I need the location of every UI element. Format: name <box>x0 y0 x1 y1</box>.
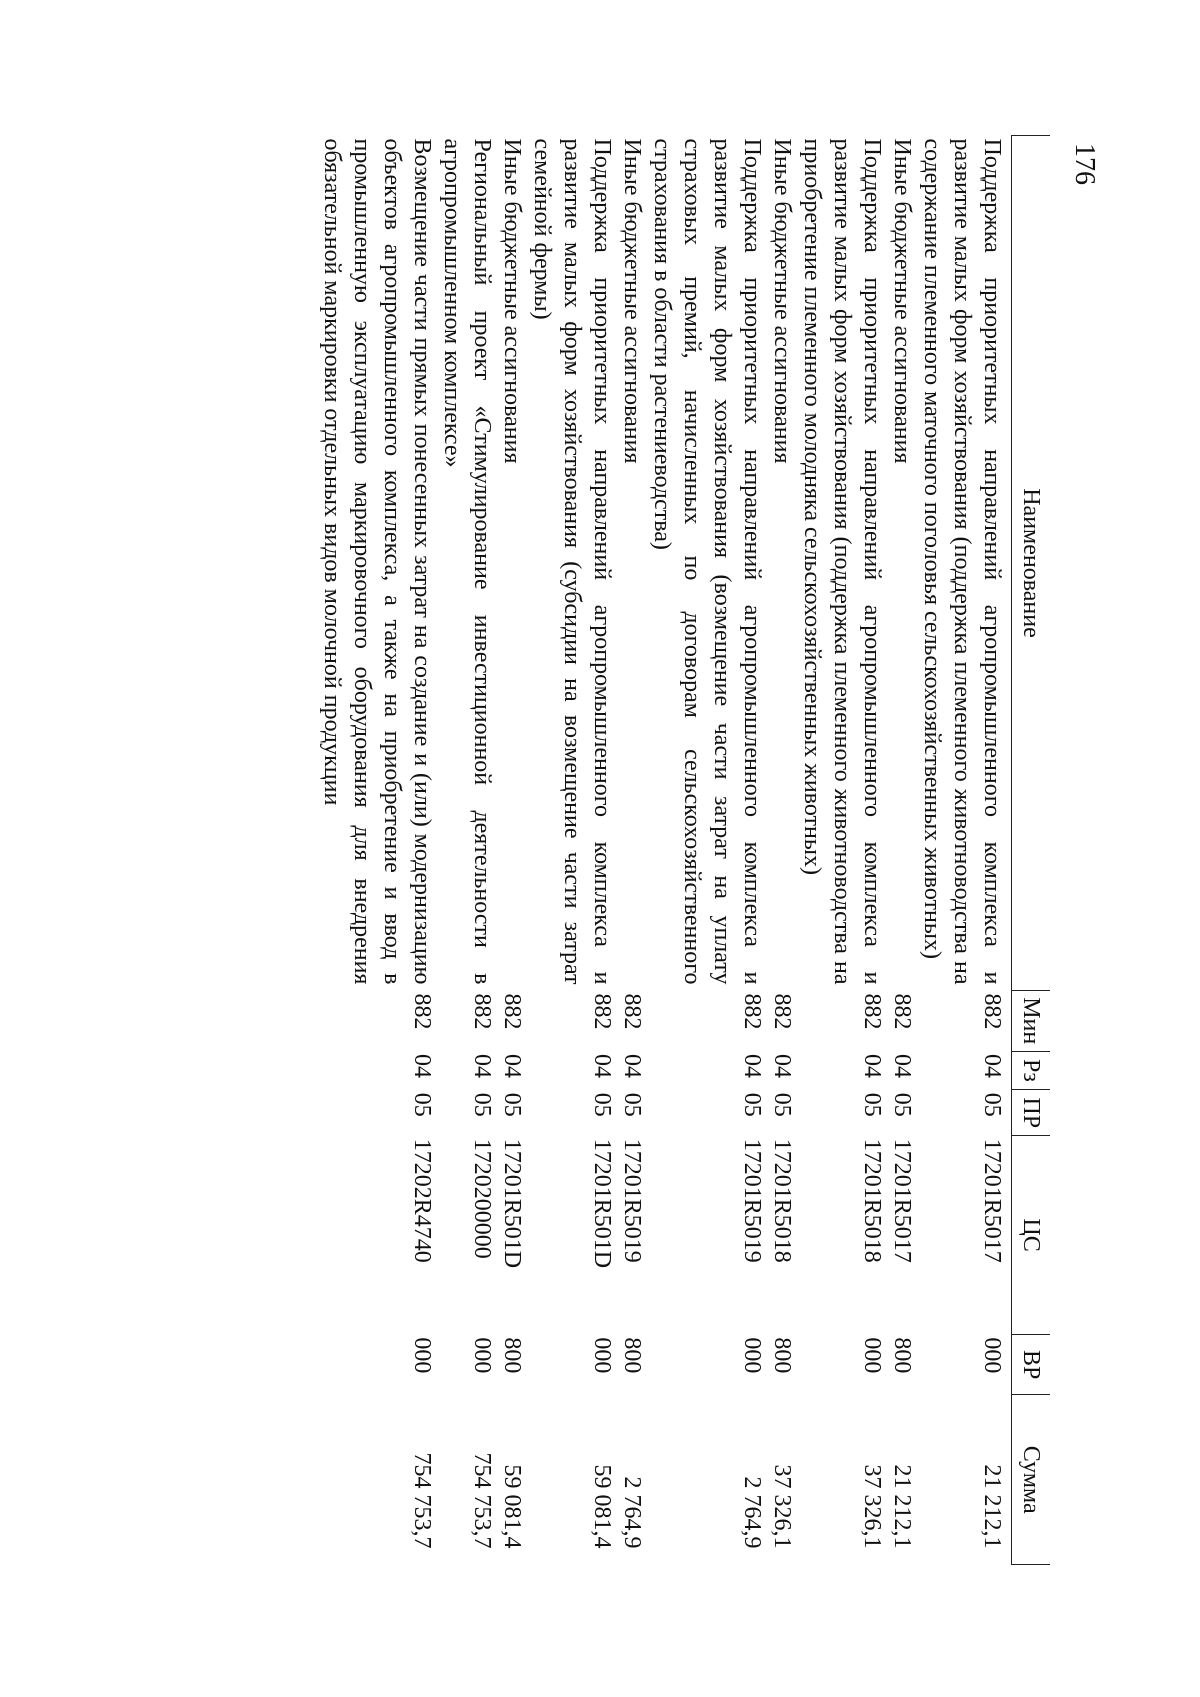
row-cs: 17201R5018 <box>859 1138 885 1263</box>
rotated-table-container <box>190 135 1050 1565</box>
budget-table <box>317 135 1050 1565</box>
table-row <box>527 136 617 1565</box>
table-row <box>617 136 647 1565</box>
row-cs: 17201R5018 <box>769 1138 795 1263</box>
row-sum: 59 081,4 <box>589 1464 615 1549</box>
table-row <box>767 136 797 1565</box>
row-name: Иные бюджетные ассигнования <box>619 138 645 464</box>
row-name: Поддержка приоритетных направлений агропромышленного комплекса и развитие малых форм хозяйствования (поддержка племенного животноводства на приобретение племенного молодняка сельскохозяйственных животных) <box>799 138 885 985</box>
table-row <box>917 136 1007 1565</box>
row-cs: 1720200000 <box>469 1138 495 1259</box>
row-name: Поддержка приоритетных направлений агропромышленного комплекса и развитие малых форм хозяйствования (возмещение части затрат на уплату страховых премий, начисленных по договорам сельскохозяйственного страхования в области растениеводства) <box>649 138 765 985</box>
row-pr: 05 <box>769 1092 795 1117</box>
row-cs: 17201R501D <box>499 1138 525 1269</box>
row-vr: 800 <box>769 1337 795 1374</box>
row-min: 882 <box>769 993 795 1030</box>
row-pr: 05 <box>499 1092 525 1117</box>
row-rz: 04 <box>769 1054 795 1079</box>
row-sum: 754 753,7 <box>469 1452 495 1549</box>
row-sum: 37 326,1 <box>769 1464 795 1549</box>
row-cs: 17201R501D <box>589 1138 615 1269</box>
row-rz: 04 <box>979 1054 1005 1079</box>
header-rz: Рз <box>1012 1051 1051 1090</box>
row-vr: 000 <box>859 1337 885 1374</box>
row-min: 882 <box>589 993 615 1030</box>
row-min: 882 <box>619 993 645 1030</box>
row-name: Иные бюджетные ассигнования <box>499 138 525 464</box>
row-min: 882 <box>469 993 495 1030</box>
table-row <box>797 136 887 1565</box>
header-name: Наименование <box>1012 136 1051 991</box>
header-vr: ВР <box>1012 1334 1051 1395</box>
row-vr: 800 <box>499 1337 525 1374</box>
row-pr: 05 <box>979 1092 1005 1117</box>
row-vr: 800 <box>619 1337 645 1374</box>
row-sum: 37 326,1 <box>859 1464 885 1549</box>
table-row <box>317 136 437 1565</box>
row-name: Иные бюджетные ассигнования <box>769 138 795 464</box>
row-sum: 2 764,9 <box>619 1476 645 1549</box>
row-pr: 05 <box>409 1092 435 1117</box>
row-cs: 17201R5019 <box>619 1138 645 1263</box>
row-pr: 05 <box>469 1092 495 1117</box>
row-min: 882 <box>409 993 435 1030</box>
row-name: Региональный проект «Стимулирование инвестиционной деятельности в агропромышленном комплексе» <box>439 138 495 985</box>
row-rz: 04 <box>889 1054 915 1079</box>
row-vr: 000 <box>979 1337 1005 1374</box>
row-sum: 21 212,1 <box>889 1464 915 1549</box>
row-cs: 17202R4740 <box>409 1138 435 1263</box>
row-min: 882 <box>979 993 1005 1030</box>
row-pr: 05 <box>619 1092 645 1117</box>
row-rz: 04 <box>499 1054 525 1079</box>
row-vr: 800 <box>889 1337 915 1374</box>
page-number: 176 <box>1069 143 1100 185</box>
row-sum: 2 764,9 <box>739 1476 765 1549</box>
row-rz: 04 <box>739 1054 765 1079</box>
table-row <box>647 136 767 1565</box>
row-cs: 17201R5017 <box>889 1138 915 1263</box>
table-row <box>887 136 917 1565</box>
row-vr: 000 <box>409 1337 435 1374</box>
row-rz: 04 <box>589 1054 615 1079</box>
row-min: 882 <box>889 993 915 1030</box>
row-min: 882 <box>499 993 525 1030</box>
row-pr: 05 <box>859 1092 885 1117</box>
header-min: Мин <box>1012 990 1051 1051</box>
row-cs: 17201R5019 <box>739 1138 765 1263</box>
row-rz: 04 <box>619 1054 645 1079</box>
row-vr: 000 <box>739 1337 765 1374</box>
header-pr: ПР <box>1012 1090 1051 1136</box>
row-name: Поддержка приоритетных направлений агропромышленного комплекса и развитие малых форм хозяйствования (поддержка племенного животноводства на содержание племенного маточного поголовья сельскохозяйственных животных) <box>919 138 1005 985</box>
row-pr: 05 <box>889 1092 915 1117</box>
row-name: Возмещение части прямых понесенных затрат на создание и (или) модернизацию объектов агропромышленного комплекса, а также на приобретение и ввод в промышленную эксплуатацию маркировочного оборудования для внедрения обязательной маркировки отдельных видов молочной продукции <box>319 138 435 985</box>
table-row <box>437 136 497 1565</box>
row-rz: 04 <box>469 1054 495 1079</box>
row-name: Поддержка приоритетных направлений агропромышленного комплекса и развитие малых форм хозяйствования (субсидии на возмещение части затрат семейной фермы) <box>529 138 615 985</box>
row-rz: 04 <box>409 1054 435 1079</box>
row-min: 882 <box>859 993 885 1030</box>
row-rz: 04 <box>859 1054 885 1079</box>
row-pr: 05 <box>739 1092 765 1117</box>
table-header-row <box>1012 136 1051 1565</box>
header-sum: Сумма <box>1012 1395 1051 1565</box>
row-vr: 000 <box>469 1337 495 1374</box>
row-sum: 21 212,1 <box>979 1464 1005 1549</box>
row-cs: 17201R5017 <box>979 1138 1005 1263</box>
row-vr: 000 <box>589 1337 615 1374</box>
table-row <box>497 136 527 1565</box>
row-sum: 754 753,7 <box>409 1452 435 1549</box>
header-cs: ЦС <box>1012 1136 1051 1335</box>
row-pr: 05 <box>589 1092 615 1117</box>
row-min: 882 <box>739 993 765 1030</box>
row-sum: 59 081,4 <box>499 1464 525 1549</box>
row-name: Иные бюджетные ассигнования <box>889 138 915 464</box>
